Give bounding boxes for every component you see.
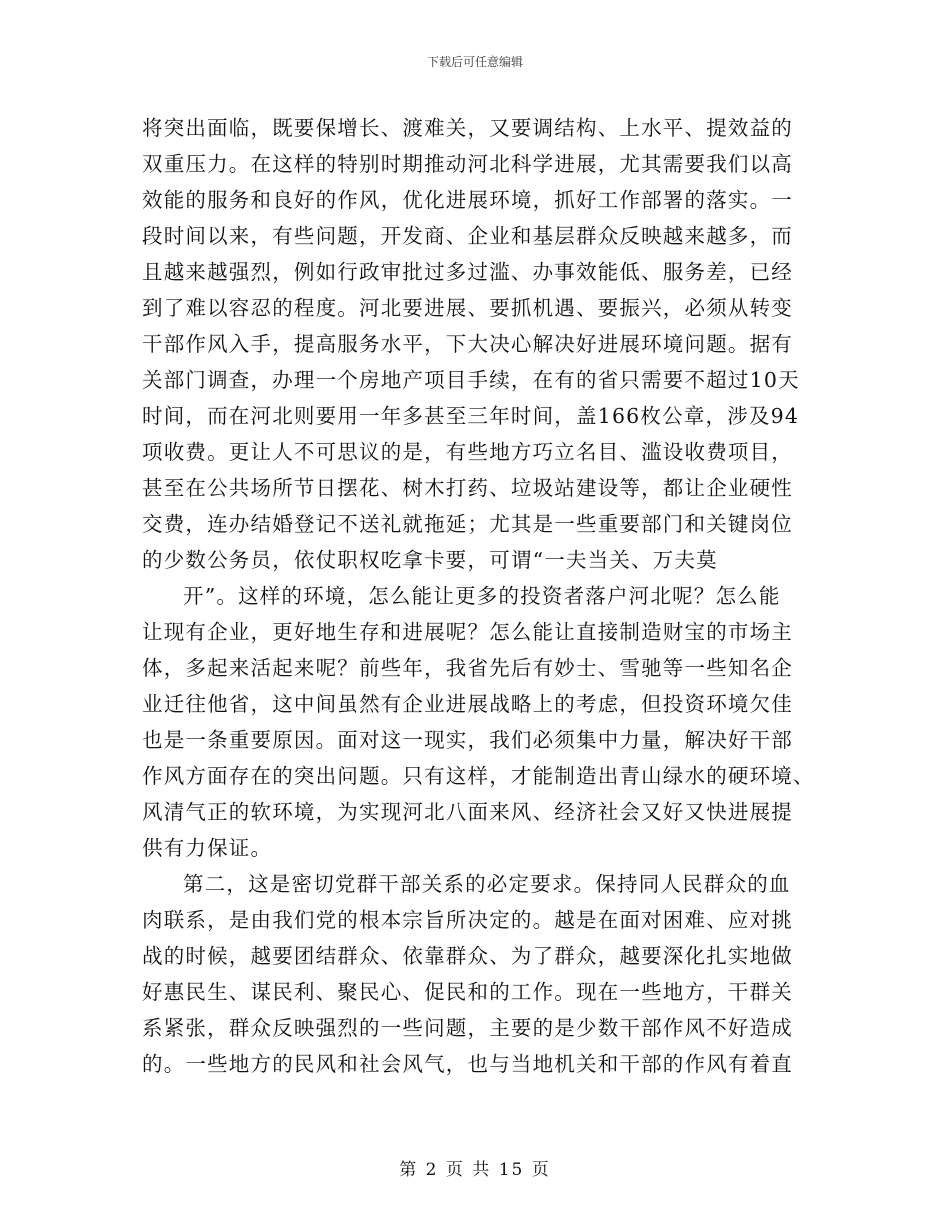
page-number-footer: 第 2 页 共 15 页 [399, 1160, 551, 1180]
text-line: 双重压力。在这样的特别时期推动河北科学进展，尤其需要我们以高 [142, 152, 793, 176]
text-line: 系紧张，群众反映强烈的一些问题，主要的是少数干部作风不好造成 [142, 1016, 793, 1040]
text-line: 好惠民生、谋民利、聚民心、促民和的工作。现在一些地方，干群关 [142, 980, 793, 1004]
text-line: 的。一些地方的民风和社会风气，也与当地机关和干部的作风有着直 [142, 1052, 793, 1076]
text-line: 业迁往他省，这中间虽然有企业进展战略上的考虑，但投资环境欠佳 [142, 692, 793, 716]
text-line: 干部作风入手，提高服务水平，下大决心解决好进展环境问题。据有 [142, 332, 793, 356]
text-line: 到了难以容忍的程度。河北要进展、要抓机遇、要振兴，必须从转变 [142, 296, 793, 320]
text-line: 作风方面存在的突出问题。只有这样，才能制造出青山绿水的硬环境、 [142, 764, 815, 788]
text-line: 时间，而在河北则要用一年多甚至三年时间，盖166枚公章，涉及94 [142, 404, 800, 428]
text-line: 供有力保证。 [142, 836, 273, 860]
text-line: 也是一条重要原因。面对这一现实，我们必须集中力量，解决好干部 [142, 728, 793, 752]
text-line: 效能的服务和良好的作风，优化进展环境，抓好工作部署的落实。一 [142, 188, 793, 212]
text-line: 战的时候，越要团结群众、依靠群众、为了群众，越要深化扎实地做 [142, 944, 793, 968]
text-line: 段时间以来，有些问题，开发商、企业和基层群众反映越来越多，而 [142, 224, 793, 248]
text-line: 项收费。更让人不可思议的是，有些地方巧立名目、滥设收费项目， [142, 440, 793, 464]
text-line: 肉联系，是由我们党的根本宗旨所决定的。越是在面对困难、应对挑 [142, 908, 793, 932]
text-line: 将突出面临，既要保增长、渡难关，又要调结构、上水平、提效益的 [142, 116, 793, 140]
text-line: 风清气正的软环境，为实现河北八面来风、经济社会又好又快进展提 [142, 800, 793, 824]
text-line: 关部门调查，办理一个房地产项目手续，在有的省只需要不超过10天 [142, 368, 800, 392]
text-line: 第二，这是密切党群干部关系的必定要求。保持同人民群众的血 [183, 872, 791, 896]
text-line: 体，多起来活起来呢？前些年，我省先后有妙士、雪驰等一些知名企 [142, 656, 793, 680]
text-line: 开”。这样的环境，怎么能让更多的投资者落户河北呢？怎么能 [183, 584, 781, 608]
text-line: 的少数公务员，依仗职权吃拿卡要，可谓“一夫当关、万夫莫 [142, 548, 718, 572]
text-line: 交费，连办结婚登记不送礼就拖延；尤其是一些重要部门和关键岗位 [142, 512, 793, 536]
text-line: 且越来越强烈，例如行政审批过多过滥、办事效能低、服务差，已经 [142, 260, 793, 284]
page-header: 下载后可任意编辑 [426, 55, 523, 69]
text-line: 甚至在公共场所节日摆花、树木打药、垃圾站建设等，都让企业硬性 [142, 476, 793, 500]
text-line: 让现有企业，更好地生存和进展呢？怎么能让直接制造财宝的市场主 [142, 620, 793, 644]
document-body [142, 110, 815, 1082]
